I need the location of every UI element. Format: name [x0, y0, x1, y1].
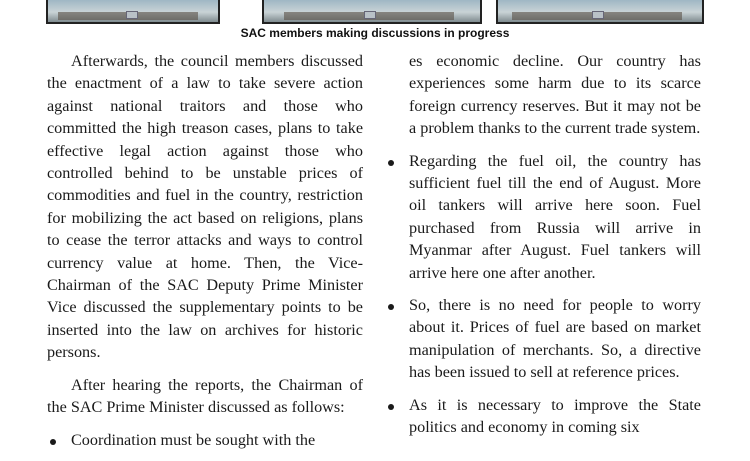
paragraph-continuation: es economic decline. Our country has experiences some harm due to its scarce foreign currency reserves. But it may not be a problem thanks to the current trade system.	[409, 52, 701, 138]
list-item-text: As it is necessary to improve the State politics and economy in coming six	[409, 395, 701, 437]
photo-center	[262, 0, 482, 24]
list-item	[385, 394, 701, 439]
list-item	[385, 150, 701, 284]
bullet-icon	[50, 439, 56, 445]
nameplate-icon	[364, 11, 376, 19]
nameplate-icon	[592, 11, 604, 19]
list-item	[47, 429, 363, 451]
list-item	[385, 294, 701, 384]
list-item-text: So, there is no need for people to worry about it. Prices of fuel are based on market manipulation of merchants. So, a directive has been issued to sell at reference prices.	[409, 296, 701, 382]
bullet-icon	[388, 304, 394, 310]
bullet-icon	[388, 160, 394, 166]
list-item-text: Coordination must be sought with the	[71, 430, 316, 449]
photo-right	[496, 0, 704, 24]
bullet-list	[385, 150, 701, 439]
paragraph: After hearing the reports, the Chairman of the SAC Prime Minister discussed as follows:	[47, 375, 363, 417]
photo-caption: SAC members making discussions in progress	[240, 26, 510, 40]
nameplate-icon	[126, 11, 138, 19]
right-column	[385, 50, 701, 449]
photo-left	[46, 0, 220, 24]
bullet-icon	[388, 404, 394, 410]
bullet-list	[47, 429, 363, 451]
paragraph: Afterwards, the council members discussed the enactment of a law to take severe action against national traitors and those who committed the high treason cases, plans to take effective legal action against those who controlled behind to be unstable prices of commodities and fuel in the country, restriction for mobilizing the act based on religions, plans to cease the terror attacks and ways to control currency value at home. Then, the Vice-Chairman of the SAC Deputy Prime Minister Vice discussed the supplementary points to be inserted into the law on archives for historic persons.	[47, 52, 363, 362]
left-column	[47, 50, 363, 461]
list-item-text: Regarding the fuel oil, the country has sufficient fuel till the end of August. More oil tankers will arrive here soon. Fuel purchased from Russia will arrive in Myanmar after August. Fuel tankers will arrive here one after another.	[409, 151, 701, 282]
